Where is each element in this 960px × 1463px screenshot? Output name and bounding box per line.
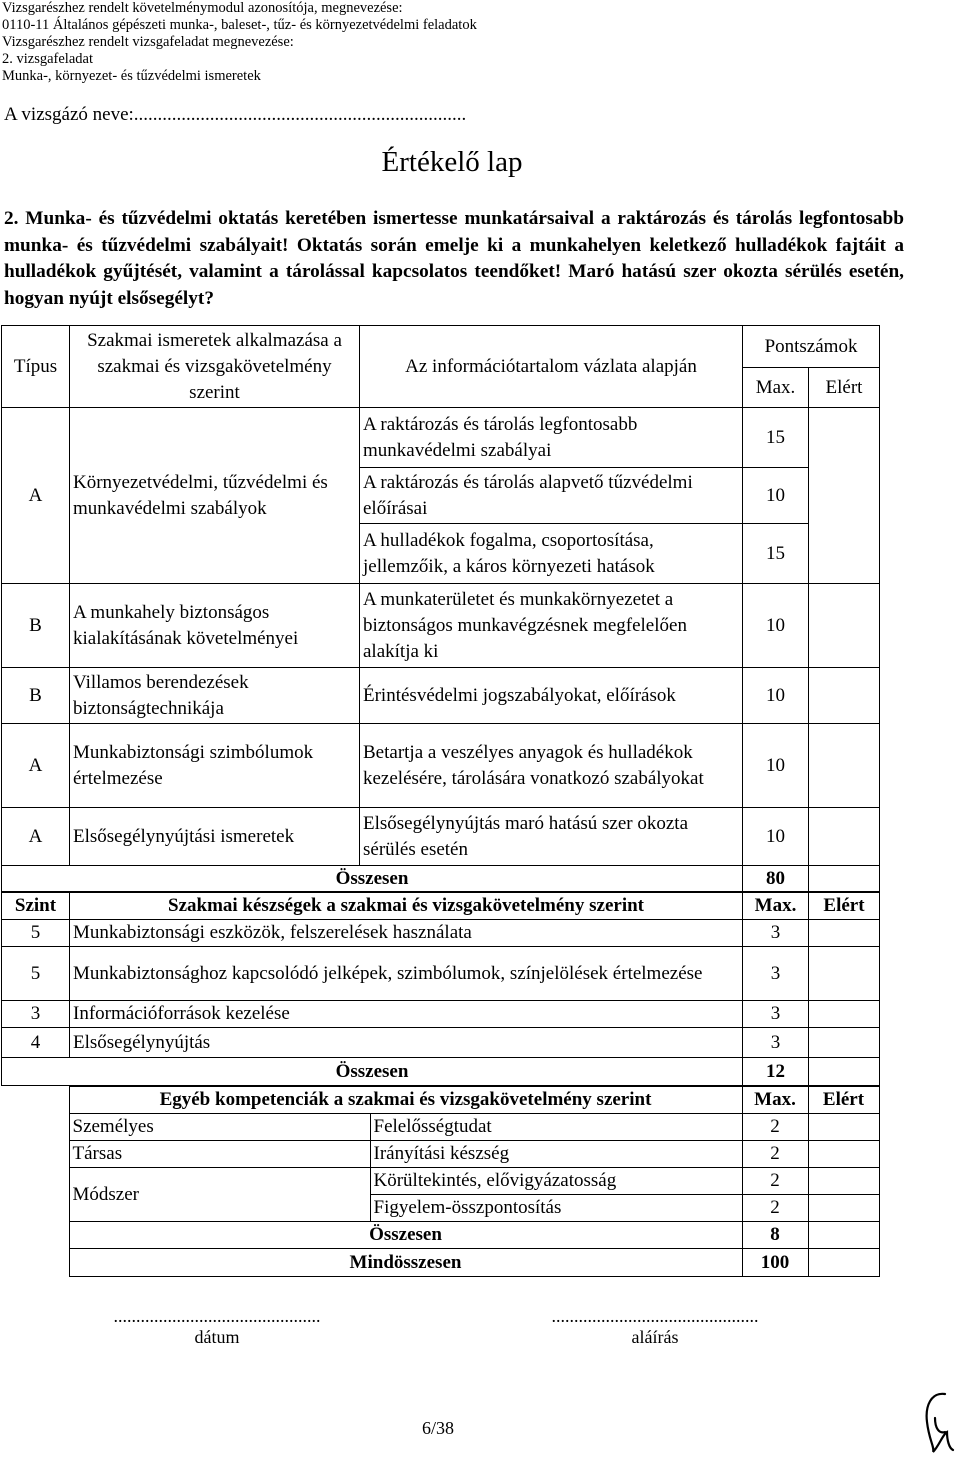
header-competency: Egyéb kompetenciák a szakmai és vizsgakövetelmény szerint <box>69 1087 742 1114</box>
grand-total-label: Mindösszesen <box>69 1249 742 1277</box>
header-skills: Szakmai készségek a szakmai és vizsgakövetelmény szerint <box>70 892 743 920</box>
header-max: Max. <box>743 368 809 408</box>
max-cell: 10 <box>743 584 809 668</box>
type-cell: B <box>2 584 70 668</box>
level-cell: 3 <box>2 1001 70 1028</box>
blank-cell <box>1 1168 69 1195</box>
blank-cell <box>1 1222 69 1249</box>
table-row <box>2 1028 880 1058</box>
signature-dots: .............................................. <box>551 1306 759 1326</box>
table-row <box>2 668 880 724</box>
header-achieved: Elért <box>809 368 880 408</box>
type-cell: B <box>2 668 70 724</box>
blank-cell <box>1 1195 69 1222</box>
type-cell: A <box>2 408 70 584</box>
handwritten-mark-icon <box>921 1388 957 1458</box>
header-max: Max. <box>742 1087 808 1114</box>
competency-cell: Irányítási készség <box>370 1141 742 1168</box>
total-row <box>2 866 880 893</box>
max-cell: 3 <box>743 920 809 947</box>
info-cell: Elsősegélynyújtás maró hatású szer okozta sérülés esetén <box>360 808 743 866</box>
achieved-cell[interactable] <box>809 947 880 1001</box>
date-signature-block <box>82 1306 352 1348</box>
page-header <box>2 0 477 85</box>
skill-cell: Munkabiztonsághoz kapcsolódó jelképek, szimbólumok, színjelölések értelmezése <box>70 947 743 1001</box>
max-cell: 15 <box>743 408 809 468</box>
max-cell: 2 <box>742 1168 808 1195</box>
knowledge-cell: Környezetvédelmi, tűzvédelmi és munkavédelmi szabályok <box>70 408 360 584</box>
table-row <box>2 947 880 1001</box>
table-row <box>2 408 880 468</box>
max-cell: 10 <box>743 724 809 808</box>
total-max: 8 <box>742 1222 808 1249</box>
header-max: Max. <box>743 892 809 920</box>
achieved-cell[interactable] <box>809 920 880 947</box>
info-cell: A raktározás és tárolás legfontosabb munkavédelmi szabályai <box>360 408 743 468</box>
task-description: 2. Munka- és tűzvédelmi oktatás keretében ismertesse munkatársaival a raktározás és tárolás legfontosabb munka- és tűzvédelmi szabályait! Oktatás során emelje ki a munkahelyen keletkező hulladékok fajtáit a hulladékok gyűjtését, valamint a tárolással kapcsolatos teendőket! Maró hatású szer okozta sérülés esetén, hogyan nyújt elsősegélyt? <box>4 208 904 309</box>
date-dots: .............................................. <box>113 1306 321 1326</box>
header-achieved: Elért <box>808 1087 879 1114</box>
achieved-cell[interactable] <box>808 1114 879 1141</box>
max-cell: 3 <box>743 1028 809 1058</box>
max-cell: 15 <box>743 524 809 584</box>
info-cell: Betartja a veszélyes anyagok és hulladékok kezelésére, tárolására vonatkozó szabályokat <box>360 724 743 808</box>
total-max: 12 <box>743 1058 809 1086</box>
table-row <box>1 1168 879 1195</box>
competency-cell: Körültekintés, elővigyázatosság <box>370 1168 742 1195</box>
max-cell: 2 <box>742 1195 808 1222</box>
total-row <box>2 1058 880 1086</box>
table-row <box>1 1141 879 1168</box>
total-row <box>1 1222 879 1249</box>
header-achieved: Elért <box>809 892 880 920</box>
grand-total-achieved[interactable] <box>808 1249 879 1277</box>
knowledge-cell: Villamos berendezések biztonságtechnikája <box>70 668 360 724</box>
skill-cell: Munkabiztonsági eszközök, felszerelések használata <box>70 920 743 947</box>
max-cell: 3 <box>743 947 809 1001</box>
table-row <box>2 920 880 947</box>
competency-cell: Figyelem-összpontosítás <box>370 1195 742 1222</box>
header-points: Pontszámok <box>743 326 880 368</box>
total-label: Összesen <box>2 866 743 893</box>
signature-block <box>520 1306 790 1348</box>
category-cell: Társas <box>69 1141 370 1168</box>
total-achieved[interactable] <box>808 1222 879 1249</box>
max-cell: 2 <box>742 1141 808 1168</box>
blank-cell <box>1 1087 69 1114</box>
table-row <box>2 808 880 866</box>
info-cell: A hulladékok fogalma, csoportosítása, jellemzőik, a káros környezeti hatások <box>360 524 743 584</box>
page-number: 6/38 <box>422 1418 455 1438</box>
achieved-cell[interactable] <box>809 724 880 808</box>
competency-cell: Felelősségtudat <box>370 1114 742 1141</box>
table-row <box>2 1001 880 1028</box>
grand-total-row <box>1 1249 879 1277</box>
page-title: Értékelő lap <box>381 146 523 178</box>
grand-total-max: 100 <box>742 1249 808 1277</box>
blank-cell <box>1 1114 69 1141</box>
level-cell: 4 <box>2 1028 70 1058</box>
header-line: 2. vizsgafeladat <box>2 51 93 67</box>
blank-cell <box>1 1141 69 1168</box>
type-cell: A <box>2 724 70 808</box>
knowledge-cell: A munkahely biztonságos kialakításának követelményei <box>70 584 360 668</box>
knowledge-scoring-table <box>1 325 880 893</box>
competency-scoring-table <box>1 1086 880 1277</box>
achieved-cell[interactable] <box>808 1168 879 1195</box>
examinee-name-field: A vizsgázó neve:...................................................................... <box>4 104 467 125</box>
header-line: 0110-11 Általános gépészeti munka-, baleset-, tűz- és környezetvédelmi feladatok <box>2 17 477 33</box>
category-cell: Személyes <box>69 1114 370 1141</box>
knowledge-cell: Munkabiztonsági szimbólumok értelmezése <box>70 724 360 808</box>
info-cell: Érintésvédelmi jogszabályokat, előírások <box>360 668 743 724</box>
achieved-cell[interactable] <box>809 1028 880 1058</box>
total-label: Összesen <box>69 1222 742 1249</box>
level-cell: 5 <box>2 947 70 1001</box>
achieved-cell[interactable] <box>809 808 880 866</box>
skills-scoring-table <box>1 891 880 1086</box>
table-row <box>1 1114 879 1141</box>
knowledge-cell: Elsősegélynyújtási ismeretek <box>70 808 360 866</box>
achieved-cell[interactable] <box>809 1001 880 1028</box>
signature-label: aláírás <box>631 1327 679 1347</box>
max-cell: 10 <box>743 468 809 524</box>
category-cell: Módszer <box>69 1168 370 1222</box>
info-cell: A munkaterületet és munkakörnyezetet a biztonságos munkavégzésnek megfelelően alakítja ki <box>360 584 743 668</box>
max-cell: 10 <box>743 668 809 724</box>
header-knowledge: Szakmai ismeretek alkalmazása a szakmai és vizsgakövetelmény szerint <box>70 326 360 408</box>
info-cell: A raktározás és tárolás alapvető tűzvédelmi előírásai <box>360 468 743 524</box>
header-line: Vizsgarészhez rendelt követelménymodul azonosítója, megnevezése: <box>2 0 403 16</box>
total-max: 80 <box>743 866 809 893</box>
table-row <box>2 724 880 808</box>
max-cell: 3 <box>743 1001 809 1028</box>
skill-cell: Információforrások kezelése <box>70 1001 743 1028</box>
date-label: dátum <box>194 1327 240 1347</box>
total-achieved[interactable] <box>809 866 880 893</box>
achieved-cell[interactable] <box>808 1195 879 1222</box>
skill-cell: Elsősegélynyújtás <box>70 1028 743 1058</box>
level-cell: 5 <box>2 920 70 947</box>
header-type: Típus <box>2 326 70 408</box>
total-label: Összesen <box>2 1058 743 1086</box>
total-achieved[interactable] <box>809 1058 880 1086</box>
type-cell: A <box>2 808 70 866</box>
achieved-cell[interactable] <box>809 668 880 724</box>
table-row <box>2 584 880 668</box>
header-info: Az információtartalom vázlata alapján <box>360 326 743 408</box>
blank-cell <box>1 1249 69 1277</box>
max-cell: 2 <box>742 1114 808 1141</box>
max-cell: 10 <box>743 808 809 866</box>
achieved-cell[interactable] <box>808 1141 879 1168</box>
achieved-cell[interactable] <box>809 408 880 584</box>
header-line: Munka-, környezet- és tűzvédelmi ismeretek <box>2 68 261 84</box>
header-line: Vizsgarészhez rendelt vizsgafeladat megnevezése: <box>2 34 294 50</box>
achieved-cell[interactable] <box>809 584 880 668</box>
header-level: Szint <box>2 892 70 920</box>
